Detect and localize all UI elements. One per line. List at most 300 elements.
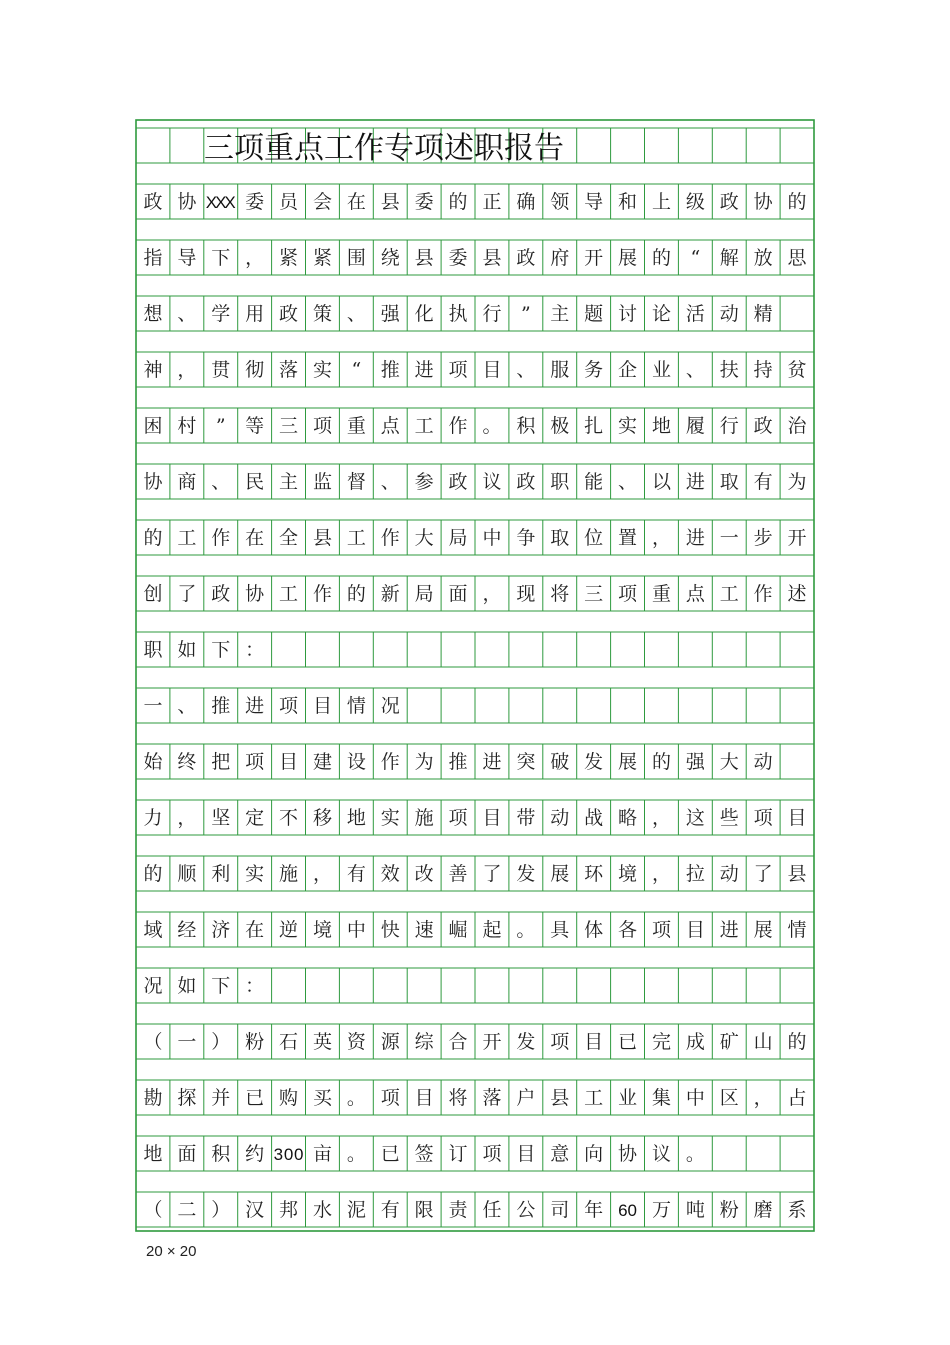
- grid-char: ，: [753, 1087, 773, 1109]
- grid-char: 终: [177, 751, 197, 773]
- grid-char: 效: [380, 863, 400, 885]
- grid-char: 、: [177, 695, 197, 717]
- grid-char: 的: [651, 247, 671, 269]
- grid-char: 工: [346, 527, 366, 549]
- grid-char: 发: [516, 863, 536, 885]
- grid-char: 况: [143, 975, 163, 997]
- grid-char: 委: [448, 247, 468, 269]
- grid-char: 推: [448, 751, 468, 773]
- grid-char: 民: [245, 471, 265, 493]
- grid-char: ）: [211, 1031, 231, 1053]
- grid-char: 置: [618, 527, 638, 549]
- grid-char: 济: [211, 919, 231, 941]
- grid-char: 协: [618, 1143, 638, 1165]
- grid-char: ，: [312, 863, 332, 885]
- grid-lines: [136, 120, 814, 1231]
- grid-char: 了: [177, 583, 197, 605]
- grid-char: 围: [346, 247, 366, 269]
- grid-char: （: [143, 1199, 163, 1221]
- grid-char: ，: [651, 863, 671, 885]
- grid-char: 政: [753, 415, 773, 437]
- grid-char: 情: [787, 919, 807, 941]
- grid-char: 了: [482, 863, 502, 885]
- grid-char: 工: [584, 1087, 604, 1109]
- grid-char: 县: [550, 1087, 570, 1109]
- grid-char: 三: [279, 415, 299, 437]
- grid-char: 一: [177, 1031, 197, 1053]
- grid-char: 签: [414, 1143, 434, 1165]
- grid-char: 。: [685, 1143, 705, 1165]
- grid-char: 向: [584, 1143, 604, 1165]
- grid-char: 服: [550, 359, 570, 381]
- grid-char: 导: [584, 191, 604, 213]
- grid-char: 泥: [346, 1199, 366, 1221]
- grid-char: 施: [279, 863, 299, 885]
- grid-char: 水: [312, 1199, 332, 1221]
- grid-char: 施: [414, 807, 434, 829]
- grid-char: 工: [719, 583, 739, 605]
- grid-char: 协: [143, 471, 163, 493]
- grid-char: 职: [550, 471, 570, 493]
- grid-char: 已: [618, 1031, 638, 1053]
- grid-char: 放: [753, 247, 773, 269]
- grid-char: 目: [482, 807, 502, 829]
- grid-char: 的: [448, 191, 468, 213]
- grid-char: 神: [143, 359, 163, 381]
- grid-char: 的: [787, 191, 807, 213]
- grid-char: 项: [753, 807, 773, 829]
- grid-char: 逆: [279, 919, 299, 941]
- grid-char: 项: [448, 807, 468, 829]
- grid-char: 合: [448, 1031, 468, 1053]
- grid-char: 政: [211, 583, 231, 605]
- grid-char: 实: [618, 415, 638, 437]
- grid-char: 推: [211, 695, 231, 717]
- grid-char: 精: [753, 303, 773, 325]
- grid-char: 项: [482, 1143, 502, 1165]
- grid-char: 展: [618, 247, 638, 269]
- grid-char: 订: [448, 1143, 468, 1165]
- grid-char: 崛: [448, 919, 468, 941]
- grid-char: ，: [177, 807, 197, 829]
- grid-char: 况: [380, 695, 400, 717]
- grid-char: 体: [584, 919, 604, 941]
- grid-char: 面: [177, 1143, 197, 1165]
- grid-char: 委: [245, 191, 265, 213]
- grid-char: 强: [685, 751, 705, 773]
- grid-char: 约: [245, 1143, 265, 1165]
- grid-char: 力: [143, 807, 163, 829]
- grid-char: 。: [346, 1143, 366, 1165]
- grid-char: 把: [211, 751, 231, 773]
- grid-char: 并: [211, 1087, 231, 1109]
- grid-char: 工: [414, 415, 434, 437]
- grid-char: 域: [143, 919, 163, 941]
- grid-char: 善: [448, 863, 468, 885]
- grid-char: 新: [380, 583, 400, 605]
- grid-char: 工: [279, 583, 299, 605]
- grid-char: 指: [143, 247, 163, 269]
- grid-char: 下: [211, 639, 231, 661]
- grid-char: 级: [685, 191, 705, 213]
- grid-char: 展: [753, 919, 773, 941]
- grid-char: 作: [753, 583, 773, 605]
- grid-char: 目: [584, 1031, 604, 1053]
- grid-char: 环: [584, 863, 604, 885]
- grid-char: 这: [685, 807, 705, 829]
- grid-char: 务: [584, 359, 604, 381]
- grid-char: 员: [279, 191, 299, 213]
- grid-char: 起: [482, 919, 502, 941]
- grid-char: 会: [312, 191, 332, 213]
- grid-char: 目: [279, 751, 299, 773]
- grid-char: 重: [651, 583, 671, 605]
- grid-char: 山: [753, 1031, 773, 1053]
- grid-char: 进: [414, 359, 434, 381]
- grid-char: 述: [787, 583, 807, 605]
- grid-char: 县: [380, 191, 400, 213]
- grid-char: 解: [719, 247, 739, 269]
- grid-char: ，: [245, 247, 265, 269]
- grid-char: 突: [516, 751, 536, 773]
- grid-char: 县: [787, 863, 807, 885]
- grid-char: 政: [516, 471, 536, 493]
- grid-char: 步: [753, 527, 773, 549]
- grid-char: 县: [414, 247, 434, 269]
- grid-char: 境: [618, 863, 638, 885]
- grid-char: 下: [211, 247, 231, 269]
- grid-char: 拉: [685, 863, 705, 885]
- grid-char: 政: [448, 471, 468, 493]
- grid-char: 动: [753, 751, 773, 773]
- grid-char: 职: [143, 639, 163, 661]
- grid-char: 政: [143, 191, 163, 213]
- grid-char: 全: [279, 527, 299, 549]
- grid-char: 三: [584, 583, 604, 605]
- grid-char: 已: [380, 1143, 400, 1165]
- grid-char: 责: [448, 1199, 468, 1221]
- grid-char: 落: [279, 359, 299, 381]
- grid-char: 英: [312, 1031, 332, 1053]
- grid-char: 石: [279, 1031, 299, 1053]
- grid-char: 取: [550, 527, 570, 549]
- grid-char: 执: [448, 303, 468, 325]
- grid-char: “: [351, 359, 362, 381]
- grid-char: “: [690, 247, 701, 269]
- grid-char: 目: [312, 695, 332, 717]
- grid-char: 创: [143, 583, 163, 605]
- grid-char: 监: [312, 471, 332, 493]
- grid-char: 战: [584, 807, 604, 829]
- grid-char: 积: [211, 1143, 231, 1165]
- grid-char: 目: [787, 807, 807, 829]
- grid-char: 下: [211, 975, 231, 997]
- grid-size-label: 20 × 20: [146, 1243, 197, 1260]
- grid-char: 贫: [787, 359, 807, 381]
- grid-char: 意: [550, 1143, 570, 1165]
- grid-char: 、: [380, 471, 400, 493]
- grid-char: 项: [651, 919, 671, 941]
- grid-char: 任: [482, 1199, 502, 1221]
- grid-char: 在: [245, 527, 265, 549]
- grid-char: 进: [719, 919, 739, 941]
- grid-char: 磨: [753, 1199, 773, 1221]
- grid-char: 公: [516, 1199, 536, 1221]
- grid-char: 作: [312, 583, 332, 605]
- grid-char: 展: [550, 863, 570, 885]
- grid-char: 勘: [143, 1087, 163, 1109]
- grid-char: 实: [312, 359, 332, 381]
- grid-char: 设: [346, 751, 366, 773]
- grid-char: 境: [312, 919, 332, 941]
- grid-char: 有: [346, 863, 366, 885]
- grid-char: 政: [719, 191, 739, 213]
- grid-char: 进: [482, 751, 502, 773]
- grid-char: 在: [245, 919, 265, 941]
- grid-char: 位: [584, 527, 604, 549]
- grid-char: 动: [550, 807, 570, 829]
- grid-char: 作: [448, 415, 468, 437]
- grid-char: 具: [550, 919, 570, 941]
- grid-char: 源: [380, 1031, 400, 1053]
- grid-char: 中: [685, 1087, 705, 1109]
- grid-char: 开: [584, 247, 604, 269]
- grid-char: 落: [482, 1087, 502, 1109]
- grid-char: 中: [482, 527, 502, 549]
- grid-char: 不: [279, 807, 299, 829]
- grid-char: ：: [245, 975, 265, 997]
- grid-char: 定: [245, 807, 265, 829]
- grid-char: 县: [482, 247, 502, 269]
- grid-char: 取: [719, 471, 739, 493]
- grid-char: 府: [550, 247, 570, 269]
- grid-char: 扎: [584, 415, 604, 437]
- grid-char: 破: [550, 751, 570, 773]
- grid-char: 的: [787, 1031, 807, 1053]
- grid-char: 速: [414, 919, 434, 941]
- grid-char: 集: [651, 1087, 671, 1109]
- grid-char: 协: [177, 191, 197, 213]
- grid-char: 资: [346, 1031, 366, 1053]
- grid-char: 买: [312, 1087, 332, 1109]
- grid-char: 用: [245, 303, 265, 325]
- grid-char: 300: [273, 1145, 304, 1164]
- grid-char: ”: [520, 303, 531, 325]
- grid-char: 汉: [245, 1199, 265, 1221]
- grid-char: 坚: [211, 807, 231, 829]
- grid-char: 积: [516, 415, 536, 437]
- grid-char: 展: [618, 751, 638, 773]
- grid-char: ，: [651, 807, 671, 829]
- grid-char: 将: [550, 583, 570, 605]
- grid-char: 建: [312, 751, 332, 773]
- grid-char: 化: [414, 303, 434, 325]
- grid-char: 已: [245, 1087, 265, 1109]
- grid-char: 占: [787, 1087, 807, 1109]
- grid-char: 、: [685, 359, 705, 381]
- grid-char: 、: [177, 303, 197, 325]
- grid-char: 行: [482, 303, 502, 325]
- grid-char: 点: [685, 583, 705, 605]
- grid-char: 大: [719, 751, 739, 773]
- grid-char: 发: [584, 751, 604, 773]
- grid-char: XXX: [205, 193, 236, 212]
- grid-char: ：: [245, 639, 265, 661]
- grid-char: ”: [215, 415, 226, 437]
- grid-char: 移: [312, 807, 332, 829]
- grid-char: 主: [550, 303, 570, 325]
- grid-char: 矿: [719, 1031, 739, 1053]
- grid-char: 项: [380, 1087, 400, 1109]
- grid-char: 地: [143, 1143, 163, 1165]
- grid-char: 有: [380, 1199, 400, 1221]
- grid-char: （: [143, 1031, 163, 1053]
- grid-char: 动: [719, 863, 739, 885]
- grid-char: 有: [753, 471, 773, 493]
- grid-char: 、: [346, 303, 366, 325]
- grid-char: 年: [584, 1199, 604, 1221]
- grid-char: 等: [245, 415, 265, 437]
- grid-char: 题: [584, 303, 604, 325]
- grid-char: 商: [177, 471, 197, 493]
- grid-char: 业: [651, 359, 671, 381]
- grid-char: 。: [482, 415, 502, 437]
- grid-char: 参: [414, 471, 434, 493]
- grid-char: 能: [584, 471, 604, 493]
- grid-char: 目: [482, 359, 502, 381]
- grid-char: 如: [177, 975, 197, 997]
- grid-char: 大: [414, 527, 434, 549]
- grid-char: 目: [516, 1143, 536, 1165]
- grid-char: 万: [651, 1199, 671, 1221]
- grid-char: 、: [516, 359, 536, 381]
- grid-char: 正: [482, 191, 502, 213]
- grid-char: 以: [651, 471, 671, 493]
- grid-char: 委: [414, 191, 434, 213]
- grid-char: 和: [618, 191, 638, 213]
- document-title: 三项重点工作专项述职报告: [204, 131, 564, 166]
- grid-char: ，: [482, 583, 502, 605]
- grid-char: 扶: [719, 359, 739, 381]
- grid-char: 贯: [211, 359, 231, 381]
- grid-char: 60: [618, 1201, 638, 1220]
- grid-char: 限: [414, 1199, 434, 1221]
- grid-char: ，: [177, 359, 197, 381]
- grid-char: 重: [346, 415, 366, 437]
- grid-char: 村: [177, 415, 197, 437]
- grid-char: 作: [211, 527, 231, 549]
- grid-char: 邦: [279, 1199, 299, 1221]
- grid-char: 顺: [177, 863, 197, 885]
- grid-char: 想: [143, 303, 163, 325]
- grid-char: 一: [719, 527, 739, 549]
- grid-char: 策: [312, 303, 332, 325]
- grid-char: 经: [177, 919, 197, 941]
- grid-char: 持: [753, 359, 773, 381]
- grid-char: 改: [414, 863, 434, 885]
- grid-char: 吨: [685, 1199, 705, 1221]
- grid-char: 为: [787, 471, 807, 493]
- grid-char: 发: [516, 1031, 536, 1053]
- grid-char: 进: [245, 695, 265, 717]
- grid-char: 系: [787, 1199, 807, 1221]
- grid-char: 强: [380, 303, 400, 325]
- grid-char: 户: [516, 1087, 536, 1109]
- grid-char: 业: [618, 1087, 638, 1109]
- grid-char: 项: [279, 695, 299, 717]
- grid-char: 开: [787, 527, 807, 549]
- grid-char: 行: [719, 415, 739, 437]
- grid-char: 粉: [245, 1031, 265, 1053]
- grid-char: 上: [651, 191, 671, 213]
- grid-char: 完: [651, 1031, 671, 1053]
- grid-char: 工: [177, 527, 197, 549]
- grid-char: 、: [211, 471, 231, 493]
- grid-char: 探: [177, 1087, 197, 1109]
- grid-char: 议: [482, 471, 502, 493]
- grid-char: 、: [618, 471, 638, 493]
- grid-char: 动: [719, 303, 739, 325]
- grid-char: 地: [346, 807, 366, 829]
- grid-char: 绕: [380, 247, 400, 269]
- grid-char: 实: [380, 807, 400, 829]
- grid-char: 进: [685, 527, 705, 549]
- grid-char: 治: [787, 415, 807, 437]
- grid-char: 成: [685, 1031, 705, 1053]
- grid-char: 紧: [312, 247, 332, 269]
- grid-char: 政: [279, 303, 299, 325]
- grid-char: 导: [177, 247, 197, 269]
- grid-char: 讨: [618, 303, 638, 325]
- grid-char: 中: [346, 919, 366, 941]
- grid-char: 协: [753, 191, 773, 213]
- grid-char: 的: [346, 583, 366, 605]
- grid-char: 如: [177, 639, 197, 661]
- grid-char: 。: [346, 1087, 366, 1109]
- grid-char: 地: [651, 415, 671, 437]
- grid-char: 面: [448, 583, 468, 605]
- grid-char: 项: [245, 751, 265, 773]
- grid-char: 协: [245, 583, 265, 605]
- grid-char: 始: [143, 751, 163, 773]
- grid-char: 点: [380, 415, 400, 437]
- grid-char: 的: [143, 863, 163, 885]
- grid-char: 目: [685, 919, 705, 941]
- grid-char: 作: [380, 751, 400, 773]
- grid-char: 履: [685, 415, 705, 437]
- grid-char: 。: [516, 919, 536, 941]
- grid-char: 司: [550, 1199, 570, 1221]
- grid-char: 带: [516, 807, 536, 829]
- grid-char: 争: [516, 527, 536, 549]
- grid-char: 紧: [279, 247, 299, 269]
- grid-char: 略: [618, 807, 638, 829]
- grid-char: 政: [516, 247, 536, 269]
- grid-char: 的: [651, 751, 671, 773]
- grid-char: 利: [211, 863, 231, 885]
- grid-char: 二: [177, 1199, 197, 1221]
- grid-char: 作: [380, 527, 400, 549]
- grid-char: 领: [550, 191, 570, 213]
- grid-char: 项: [618, 583, 638, 605]
- grid-char: 将: [448, 1087, 468, 1109]
- grid-char: 论: [651, 303, 671, 325]
- grid-char: 项: [448, 359, 468, 381]
- grid-char: 实: [245, 863, 265, 885]
- grid-char: 购: [279, 1087, 299, 1109]
- grid-char: 企: [618, 359, 638, 381]
- grid-char: 进: [685, 471, 705, 493]
